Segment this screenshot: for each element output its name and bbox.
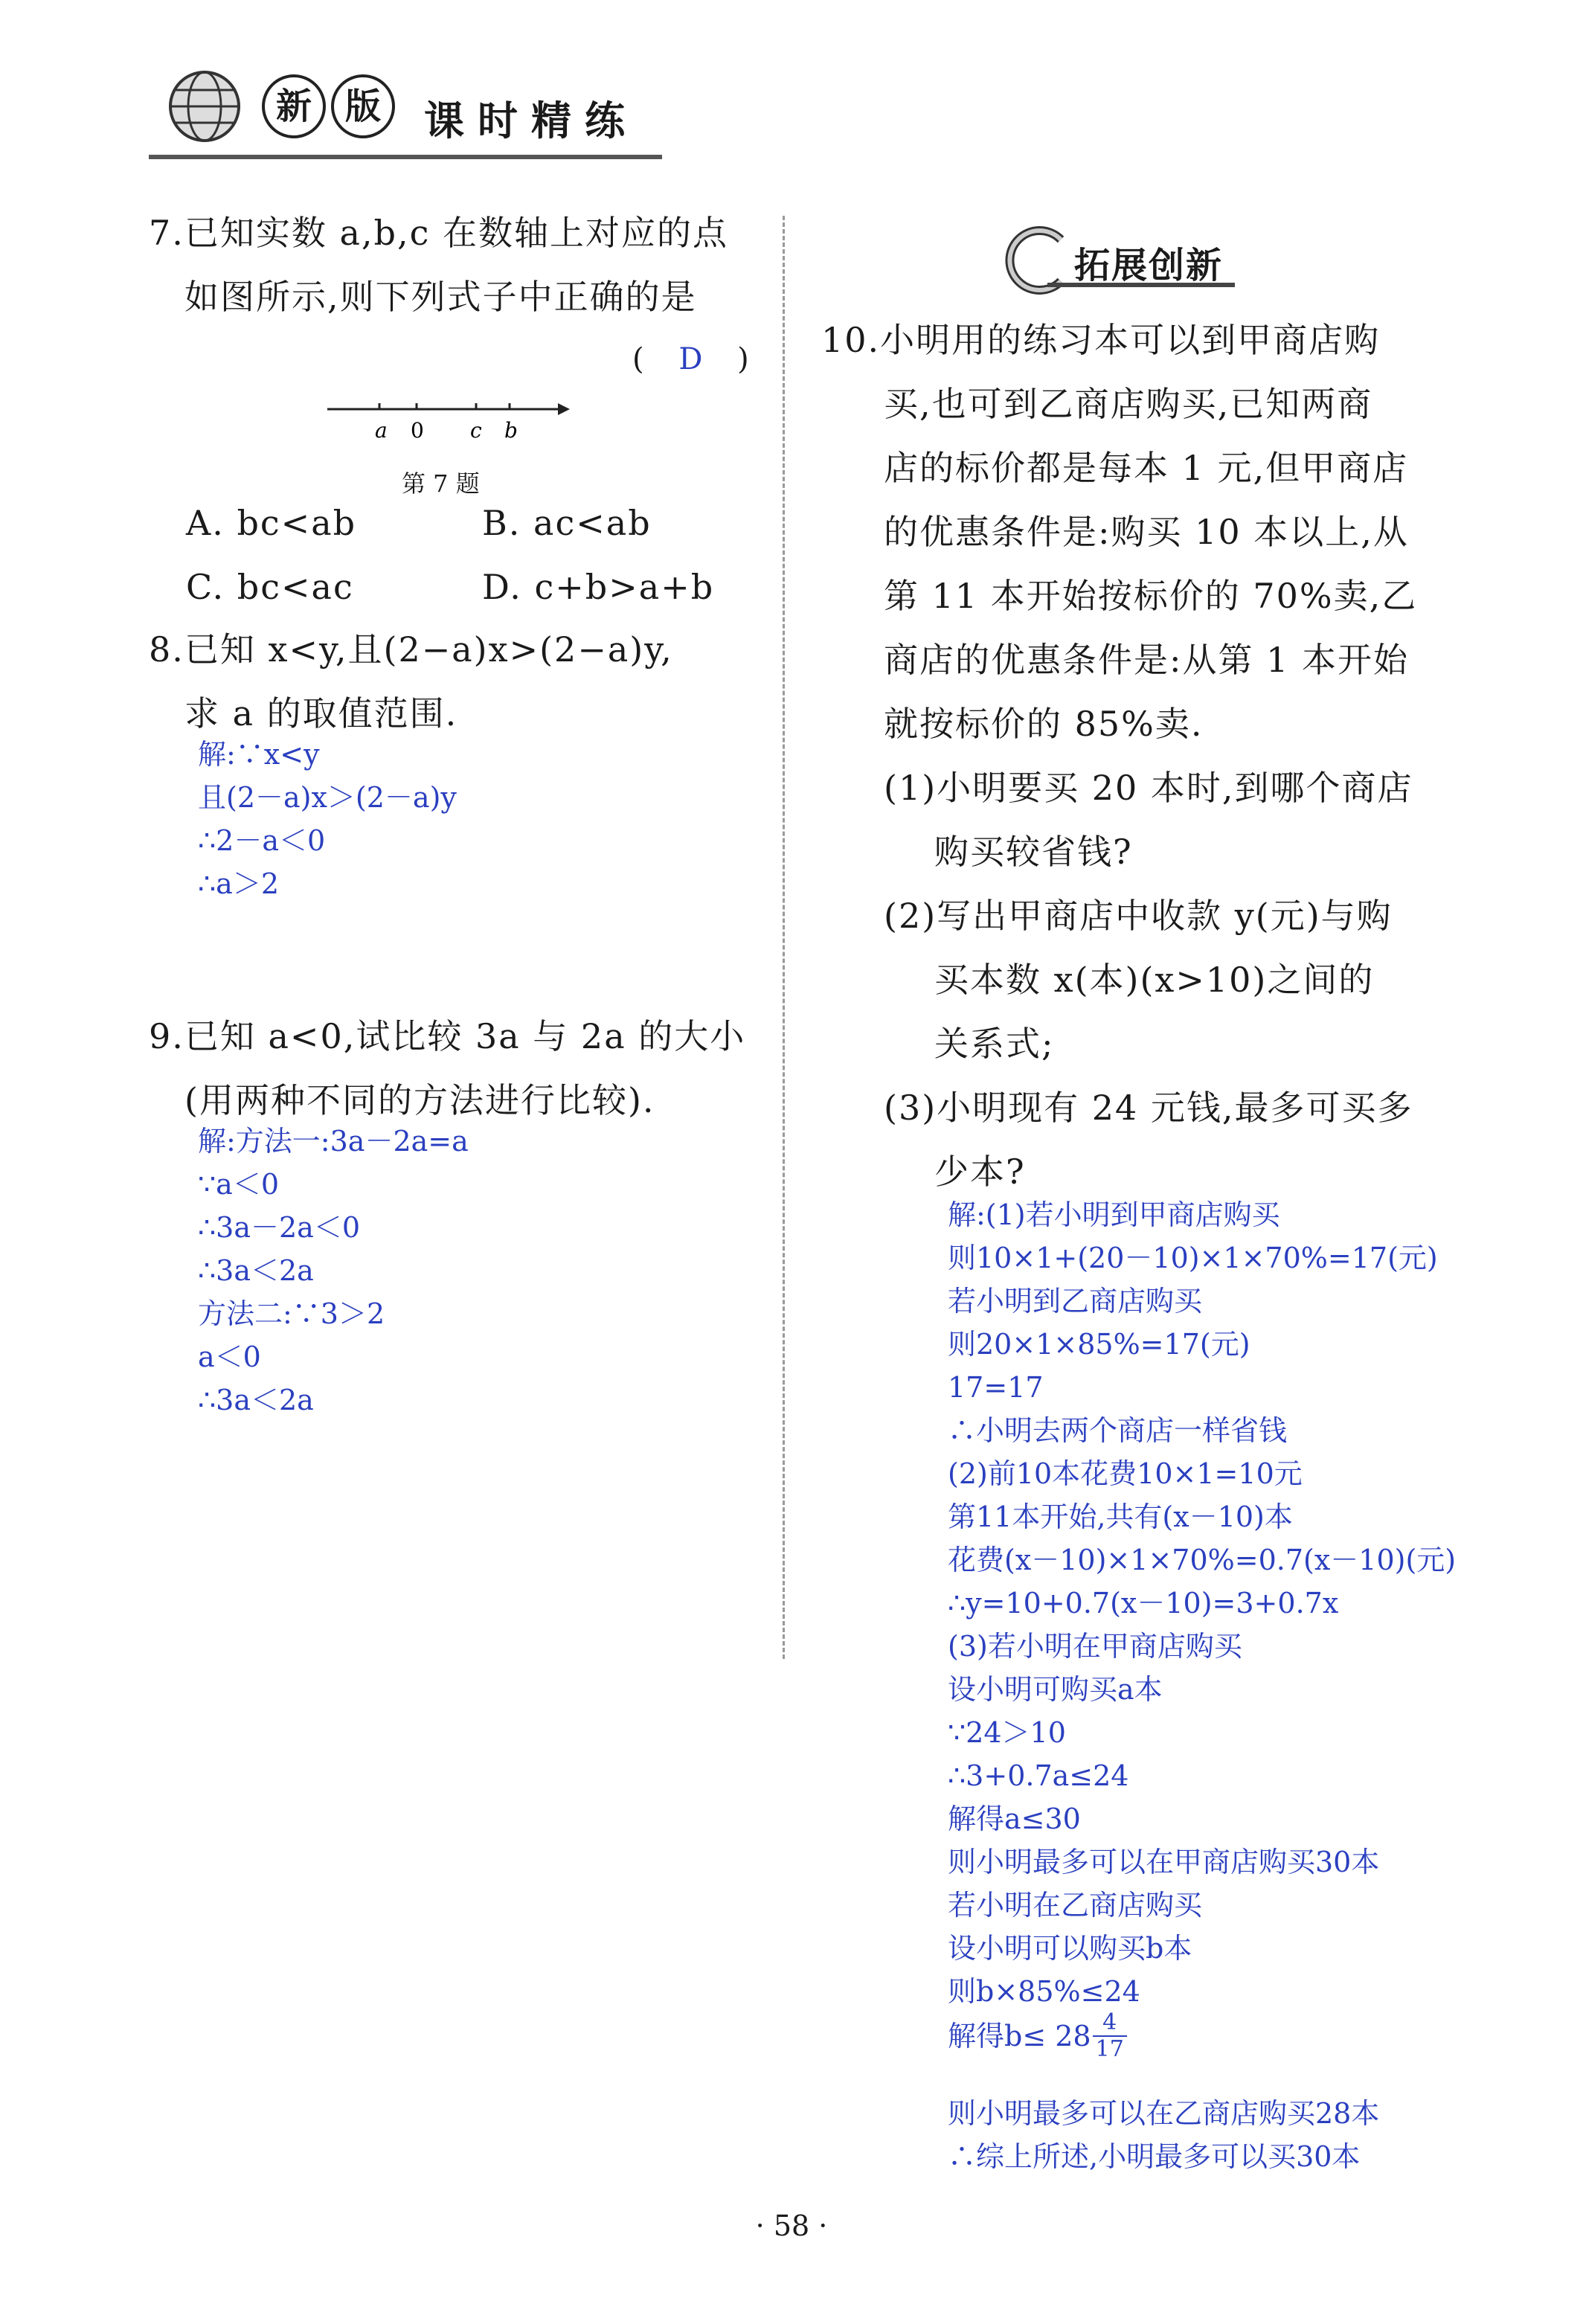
q10-sol-5: 17=17	[948, 1371, 1044, 1404]
label-zero: 0	[411, 418, 424, 443]
q7-answer-bracket	[632, 327, 751, 391]
q10-sol-frac-line	[948, 2010, 1127, 2062]
q10-sub2-line1: (2)写出甲商店中收款 y(元)与购	[884, 896, 1393, 936]
q10-sol-20: 则小明最多可以在乙商店购买28本	[948, 2097, 1380, 2130]
header-title: 课时精练	[424, 97, 638, 144]
q10-sol-17: 若小明在乙商店购买	[948, 1889, 1203, 1922]
q10-sol-10: ∴y=10+0.7(x－10)=3+0.7x	[948, 1587, 1339, 1620]
q8-line2: 求 a 的取值范围.	[184, 693, 458, 734]
header-char-new: 新	[262, 74, 326, 138]
q10-sub1-line2: 购买较省钱?	[934, 832, 1133, 872]
q7-option-d: D. c+b>a+b	[482, 567, 715, 607]
q10-sol-frac-prefix: 解得b≤ 28	[948, 2020, 1091, 2052]
q7-option-a: A. bc<ab	[186, 503, 357, 543]
number-line-figure	[320, 387, 573, 446]
q10-sol-1: 解:(1)若小明到甲商店购买	[948, 1198, 1280, 1231]
q10-line6: 商店的优惠条件是:从第 1 本开始	[884, 640, 1410, 680]
q10-sol-9: 花费(x－10)×1×70%=0.7(x－10)(元)	[948, 1544, 1457, 1576]
q10-sol-7: (2)前10本花费10×1=10元	[948, 1457, 1303, 1490]
q8-sol-3: ∴2－a＜0	[198, 824, 326, 857]
q9-sol-7: ∴3a＜2a	[198, 1384, 314, 1416]
q10-sol-18: 设小明可以购买b本	[948, 1932, 1192, 1965]
q9-line2: (用两种不同的方法进行比较).	[184, 1080, 655, 1120]
q7-option-b: B. ac<ab	[482, 503, 652, 543]
q10-sol-19: 则b×85%≤24	[948, 1975, 1140, 2008]
q10-sol-12: 设小明可购买a本	[948, 1673, 1163, 1706]
q10-sol-8: 第11本开始,共有(x－10)本	[948, 1500, 1293, 1533]
q10-sol-4: 则20×1×85%=17(元)	[948, 1328, 1250, 1361]
q10-sub3-line2: 少本?	[934, 1152, 1026, 1192]
q7-answer-close: )	[737, 342, 751, 376]
q10-line7: 就按标价的 85%卖.	[884, 704, 1204, 744]
label-b: b	[504, 418, 518, 443]
section-title: 拓展创新	[1074, 245, 1224, 286]
q10-line2: 买,也可到乙商店购买,已知两商	[884, 384, 1373, 424]
q10-sub2-line3: 关系式;	[934, 1024, 1055, 1064]
header-underline	[149, 155, 662, 159]
q9-sol-3: ∴3a－2a＜0	[198, 1211, 361, 1244]
q8-sol-2: 且(2－a)x＞(2－a)y	[198, 781, 457, 814]
q9-sol-1: 解:方法一:3a－2a=a	[198, 1125, 469, 1158]
q10-sol-3: 若小明到乙商店购买	[948, 1285, 1203, 1317]
q10-sol-6: ∴小明去两个商店一样省钱	[948, 1414, 1288, 1447]
q9-sol-6: a＜0	[198, 1341, 261, 1373]
figure-caption: 第 7 题	[402, 469, 480, 498]
q10-line4: 的优惠条件是:购买 10 本以上,从	[884, 512, 1409, 552]
q10-line5: 第 11 本开始按标价的 70%卖,乙	[884, 576, 1418, 616]
label-c: c	[470, 418, 482, 443]
q10-sol-15: 解得a≤30	[948, 1803, 1081, 1835]
q10-sub1-line1: (1)小明要买 20 本时,到哪个商店	[884, 768, 1413, 808]
globe-icon	[164, 65, 245, 147]
column-divider	[783, 216, 785, 1659]
q10-sol-16: 则小明最多可以在甲商店购买30本	[948, 1846, 1380, 1878]
q10-sub2-line2: 买本数 x(本)(x>10)之间的	[934, 960, 1375, 1000]
header-char-edition: 版	[331, 74, 395, 138]
page-number: · 58 ·	[755, 2209, 828, 2242]
fraction-numerator: 4	[1093, 2010, 1127, 2037]
q7-line1: 7.已知实数 a,b,c 在数轴上对应的点	[149, 213, 729, 253]
q8-sol-4: ∴a＞2	[198, 867, 280, 900]
q10-sol-21: ∴综上所述,小明最多可以买30本	[948, 2140, 1361, 2173]
q9-sol-2: ∵a＜0	[198, 1168, 280, 1201]
q9-sol-5: 方法二:∵3＞2	[198, 1297, 385, 1330]
q10-line1: 10.小明用的练习本可以到甲商店购	[821, 320, 1381, 360]
q9-line1: 9.已知 a<0,试比较 3a 与 2a 的大小	[149, 1016, 746, 1056]
header	[149, 52, 670, 171]
q7-option-c: C. bc<ac	[186, 567, 354, 607]
q9-sol-4: ∴3a＜2a	[198, 1254, 314, 1287]
q10-sol-13: ∵24＞10	[948, 1716, 1066, 1749]
section-title-badge	[1003, 223, 1241, 298]
q10-sol-11: (3)若小明在甲商店购买	[948, 1630, 1242, 1663]
q10-sub3-line1: (3)小明现有 24 元钱,最多可买多	[884, 1088, 1413, 1128]
q8-sol-1: 解:∵x<y	[198, 738, 320, 771]
fraction-denominator: 17	[1095, 2036, 1124, 2062]
label-a: a	[375, 418, 388, 443]
number-line-arrow	[558, 403, 570, 415]
fraction	[1093, 2010, 1127, 2062]
q7-answer: D	[678, 342, 704, 376]
q10-sol-2: 则10×1+(20－10)×1×70%=17(元)	[948, 1242, 1438, 1274]
q8-line1: 8.已知 x<y,且(2−a)x>(2−a)y,	[149, 629, 673, 670]
q10-sol-14: ∴3+0.7a≤24	[948, 1759, 1129, 1792]
q7-answer-open: (	[632, 342, 646, 376]
q7-line2: 如图所示,则下列式子中正确的是	[184, 277, 697, 317]
q10-line3: 店的标价都是每本 1 元,但甲商店	[884, 448, 1409, 488]
